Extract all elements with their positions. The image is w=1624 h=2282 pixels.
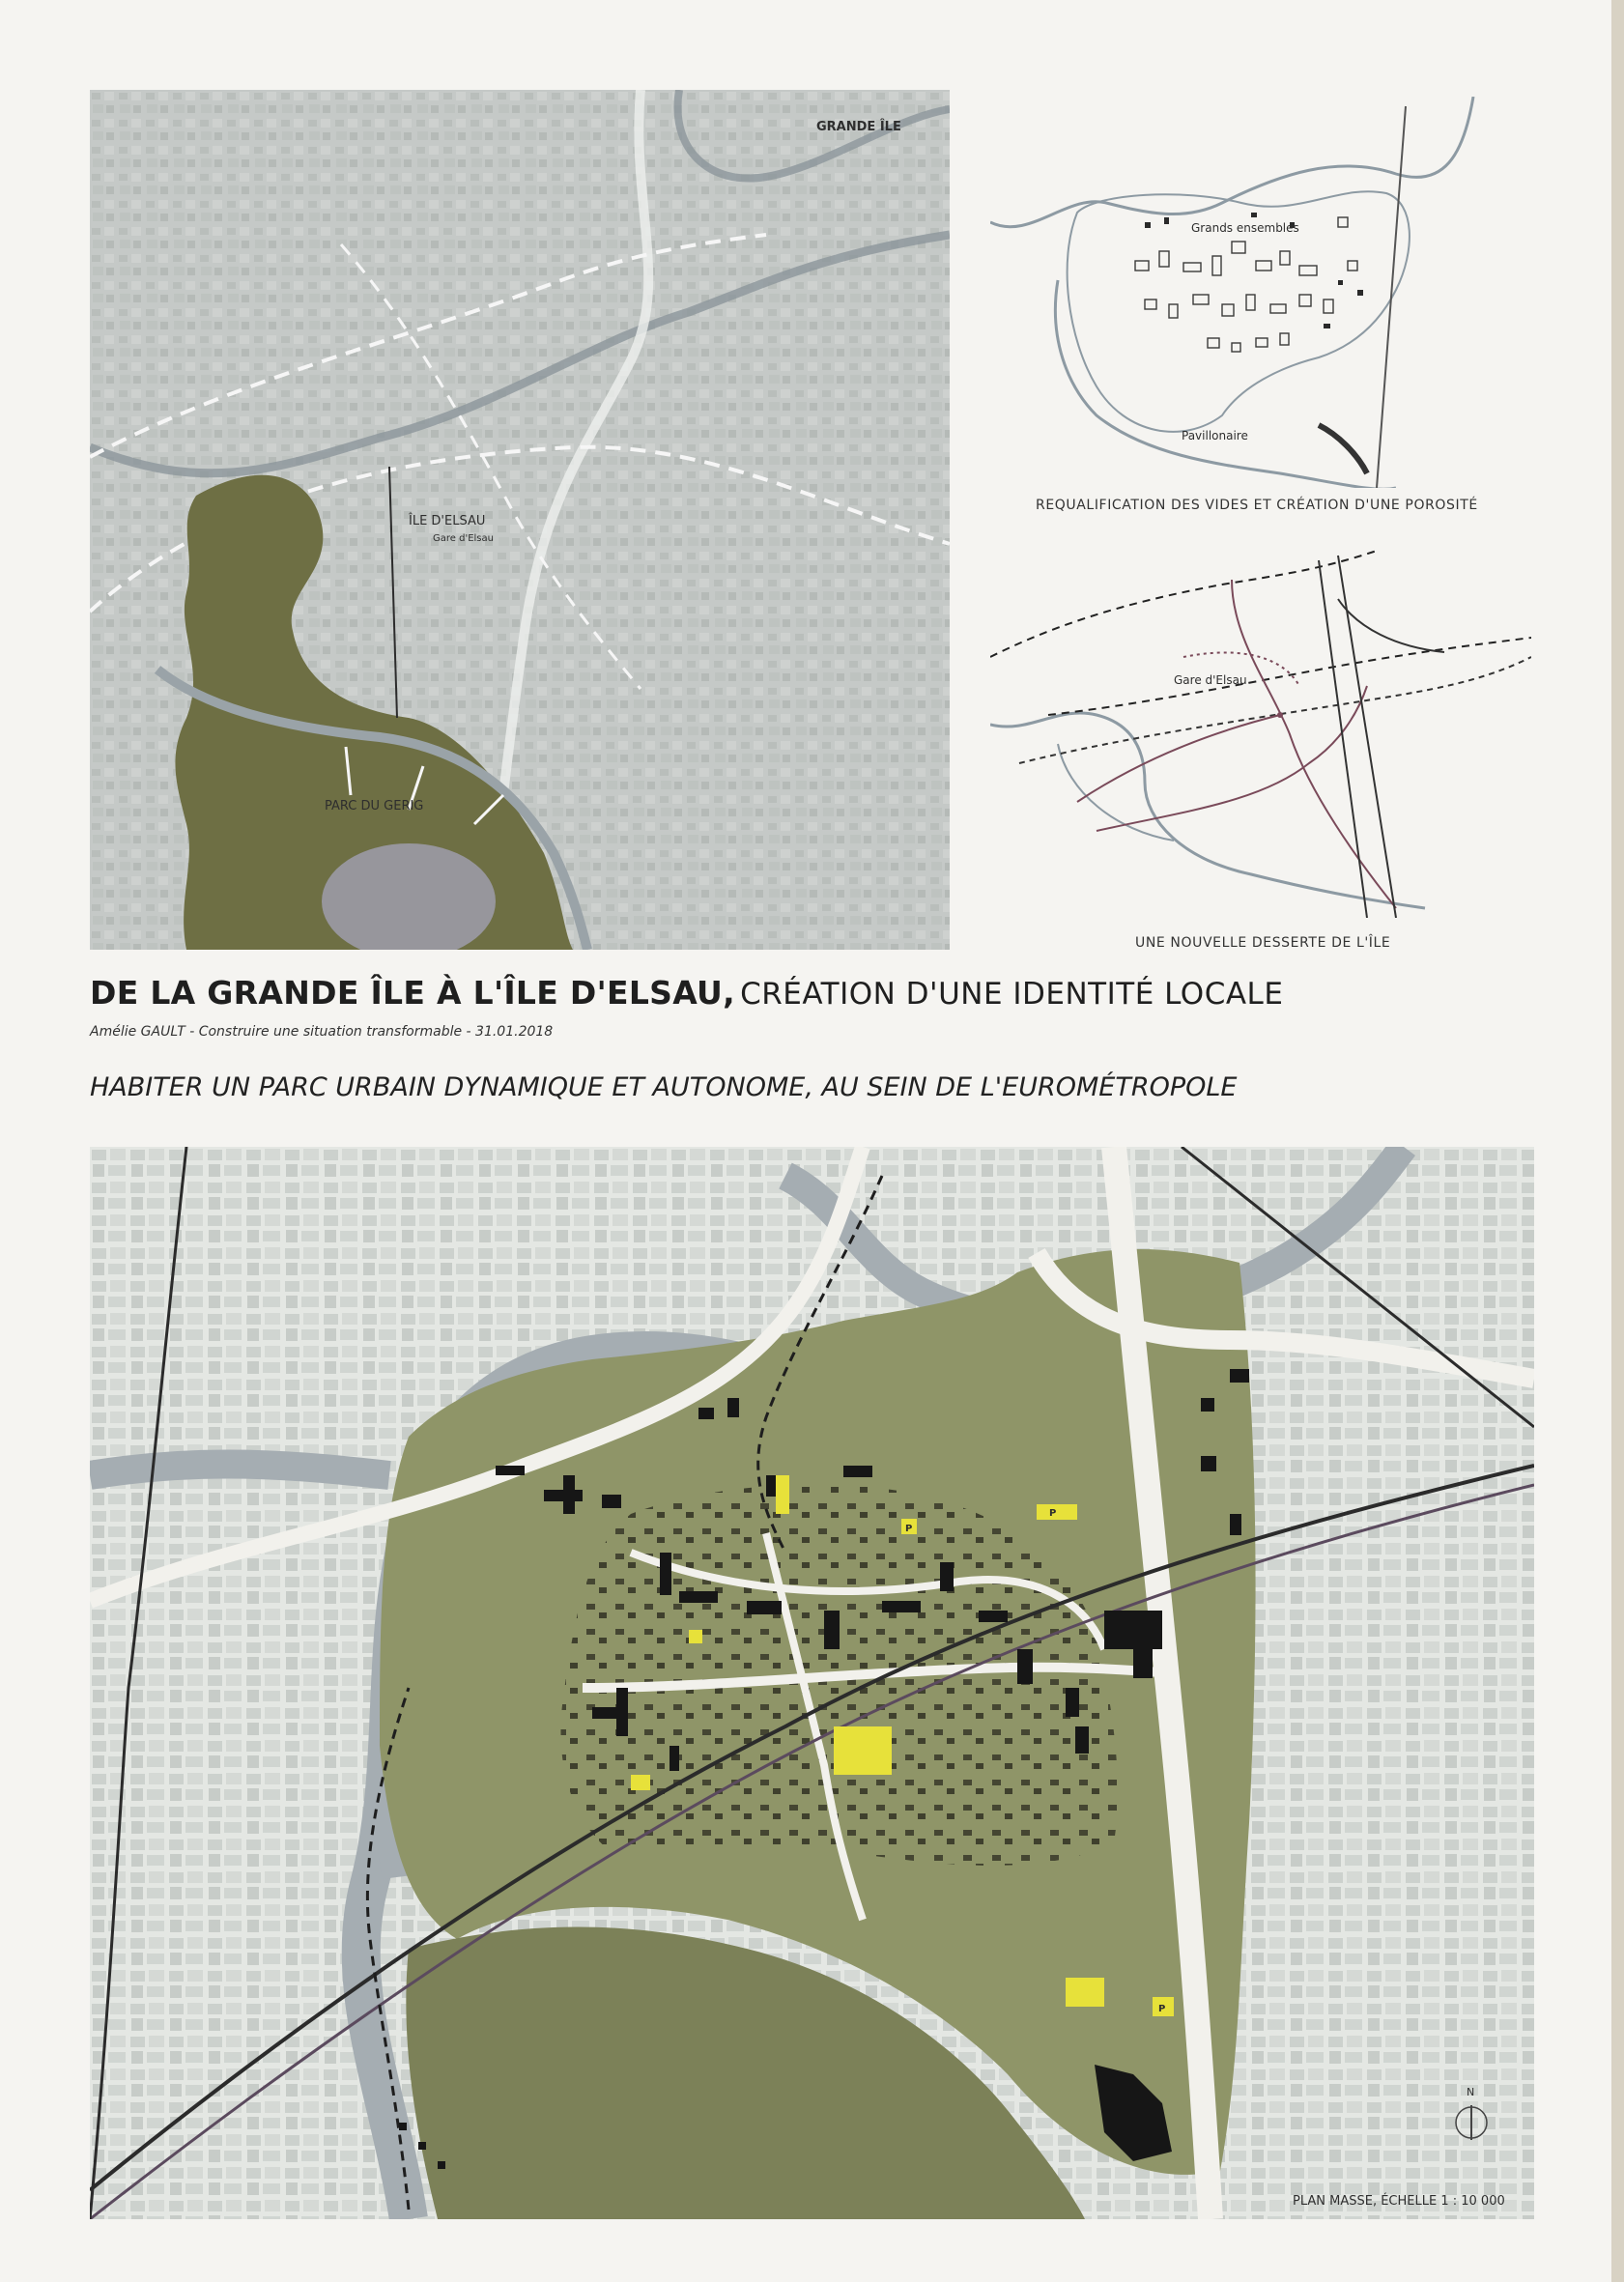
author-line: Amélie GAULT - Construire une situation transformable - 31.01.2018 — [90, 1024, 554, 1040]
label-grande-ile: GRANDE ÎLE — [816, 120, 901, 134]
desserte-diagram — [990, 541, 1531, 918]
master-plan — [90, 1147, 1534, 2219]
label-gare-elsau: Gare d'Elsau — [433, 533, 494, 544]
rail-line-a — [1319, 560, 1367, 918]
dashed-line-2 — [1048, 638, 1531, 715]
building-sketches — [1135, 217, 1357, 352]
porosity-diagram-panel — [990, 97, 1531, 488]
river-outline — [990, 713, 1425, 908]
porosity-caption: REQUALIFICATION DES VIDES ET CRÉATION D'UNE POROSITÉ — [1036, 498, 1478, 513]
aerial-map-panel — [90, 90, 950, 950]
desserte-caption: UNE NOUVELLE DESSERTE DE L'ÎLE — [1135, 935, 1391, 951]
north-label: N — [1467, 2086, 1475, 2098]
porosity-diagram — [990, 97, 1531, 488]
label-gare-elsau-diagram: Gare d'Elsau — [1174, 673, 1247, 687]
label-ile-elsau: ÎLE D'ELSAU — [409, 514, 486, 528]
scale-caption: PLAN MASSE, ÉCHELLE 1 : 10 000 — [1293, 2194, 1505, 2209]
station-dot — [1277, 712, 1283, 718]
aerial-map — [90, 90, 950, 950]
parking-label-2: P — [905, 1524, 913, 1534]
rail-station-block — [1319, 425, 1367, 473]
poster-title — [90, 974, 1283, 1012]
label-pavillonaire: Pavillonaire — [1182, 429, 1248, 442]
poster-subtitle: HABITER UN PARC URBAIN DYNAMIQUE ET AUTONOME, AU SEIN DE L'EUROMÉTROPOLE — [90, 1072, 1238, 1102]
transit-line-1 — [1077, 715, 1280, 802]
dashed-line-3 — [1019, 657, 1531, 763]
title-main: DE LA GRANDE ÎLE À L'ÎLE D'ELSAU, — [90, 974, 735, 1012]
parking-label-1: P — [1049, 1508, 1057, 1519]
rail-line — [1377, 106, 1406, 488]
label-parc-du-gerig: PARC DU GERIG — [325, 799, 424, 813]
river-outline-bottom — [1055, 280, 1396, 488]
desserte-diagram-panel — [990, 541, 1531, 918]
river-west-branch — [90, 1464, 389, 1475]
master-plan-panel — [90, 1147, 1534, 2219]
paper-edge — [1611, 0, 1624, 2282]
motorway-curve — [1338, 599, 1444, 652]
title-sub: CRÉATION D'UNE IDENTITÉ LOCALE — [740, 977, 1284, 1012]
label-grands-ensembles: Grands ensembles — [1191, 221, 1299, 235]
parking-label-3: P — [1158, 2004, 1166, 2014]
